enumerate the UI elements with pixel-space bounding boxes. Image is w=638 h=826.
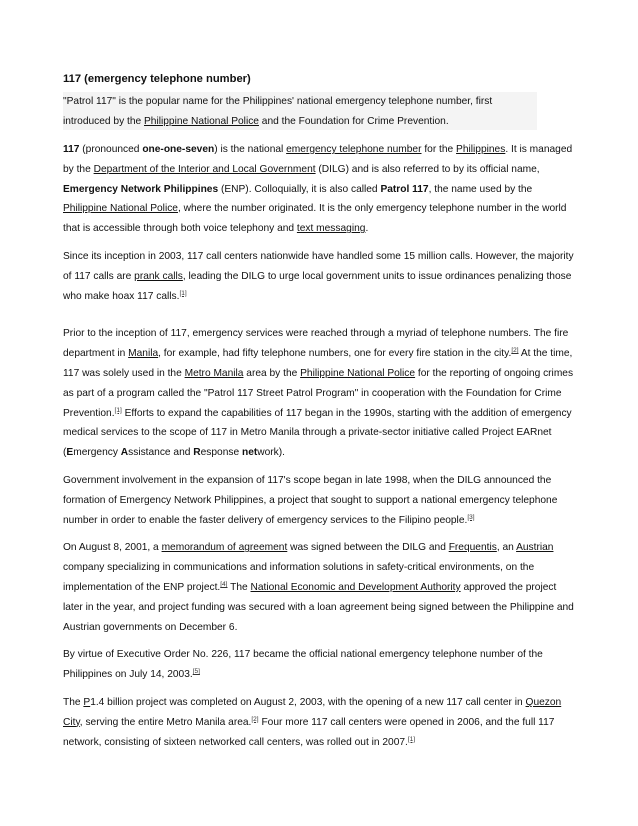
- paragraph-7: [63, 693, 575, 752]
- reference-link[interactable]: [2]: [511, 347, 519, 355]
- text: Efforts to expand the capabilities of 117 began in the 1990s, starting with the addition of emergency medical services to the scope of 117 in Metro Manila through a private-sector initiative called Project EARnet (: [63, 407, 572, 459]
- text: approved the project later in the year, and project funding was secured with a loan agreement being signed between the Philippine and Austrian governments on December 6.: [63, 581, 574, 633]
- text: Since its inception in 2003, 117 call centers nationwide have handled some 15 million calls. However, the majority of 117 calls are: [63, 250, 574, 282]
- reference-link[interactable]: [1]: [114, 406, 122, 414]
- page-title: 117 (emergency telephone number): [63, 73, 251, 85]
- link-philippine-national-police[interactable]: Philippine National Police: [63, 203, 178, 215]
- text: The: [227, 581, 251, 593]
- link-philippine-national-police[interactable]: Philippine National Police: [300, 367, 416, 379]
- text: , an: [496, 542, 517, 554]
- bold-text: 117: [63, 144, 80, 155]
- paragraph-5: [63, 538, 575, 637]
- text: 1.4 billion project was completed on August 2, 2003, with the opening of a new 117 call center in: [90, 696, 526, 708]
- text: work).: [257, 447, 285, 459]
- text: ) is the national: [214, 144, 287, 155]
- text: The: [63, 696, 84, 708]
- text: , serving the entire Metro Manila area.: [79, 716, 252, 728]
- link-frequentis[interactable]: Frequentis: [448, 542, 497, 554]
- text: for the: [421, 144, 457, 155]
- link-peso-sign[interactable]: P: [83, 696, 91, 708]
- text: was signed between the DILG and: [287, 542, 449, 554]
- link-philippine-national-police[interactable]: Philippine National Police: [144, 115, 259, 127]
- text: . It is managed by the: [63, 144, 573, 175]
- paragraph-3: [63, 324, 575, 463]
- bold-text: A: [120, 447, 129, 459]
- link-emergency-telephone-number[interactable]: emergency telephone number: [286, 144, 422, 155]
- text: area by the: [243, 367, 301, 379]
- reference-link[interactable]: [1]: [179, 289, 187, 297]
- link-philippines[interactable]: Philippines: [456, 144, 506, 155]
- text: , where the number originated. It is the only emergency telephone number in the world that is accessible through both voice telephony and: [63, 203, 567, 235]
- link-quezon-city[interactable]: Quezon City: [63, 696, 562, 728]
- text: (ENP). Colloquially, it is also called: [218, 183, 381, 195]
- text: At the time, 117 was solely used in the: [63, 348, 573, 379]
- bold-text: E: [66, 447, 74, 459]
- article-body: [63, 140, 575, 760]
- bold-text: R: [193, 447, 201, 459]
- bold-text: one-one-seven: [142, 144, 215, 155]
- text: Prior to the inception of 117, emergency services were reached through a myriad of telephone numbers. The fire department in: [63, 328, 569, 360]
- text: Government involvement in the expansion of 117's scope began in late 1998, when the DILG announced the formation of Emergency Network Philippines, a project that sought to support a national emergency telephone number in order to enable the faster delivery of emergency services to the Filipino people.: [63, 474, 558, 526]
- text: (DILG) and is also referred to by its official name,: [315, 163, 540, 175]
- text: On August 8, 2001, a: [63, 542, 162, 554]
- link-memorandum-of-agreement[interactable]: memorandum of agreement: [161, 542, 288, 554]
- link-text-messaging[interactable]: text messaging: [296, 223, 366, 235]
- link-metro-manila[interactable]: Metro Manila: [184, 367, 244, 379]
- text: ssistance and: [128, 447, 194, 459]
- text: Four more 117 call centers were opened in 2006, and the full 117 network, consisting of sixteen networked call centers, was rolled out in 2007.: [63, 716, 555, 748]
- text: By virtue of Executive Order No. 226, 117 became the official national emergency telephone number of the Philippines on July 14, 2003.: [63, 649, 543, 681]
- bold-text: Patrol 117: [380, 183, 429, 195]
- text: for the reporting of ongoing crimes as part of a program called the "Patrol 117 Street Patrol Program" in cooperation with the Foundation for Crime Prevention.: [63, 367, 574, 419]
- bold-text: net: [241, 447, 258, 459]
- text: esponse: [200, 447, 242, 459]
- bold-text: Emergency Network Philippines: [63, 183, 219, 195]
- paragraph-4: [63, 471, 575, 530]
- text: , the name used by the: [428, 183, 533, 195]
- text: (pronounced: [79, 144, 143, 155]
- text: "Patrol 117" is the popular name for the Philippines' national emergency telephone number, first introduced by the: [63, 96, 493, 127]
- lead-paragraph: [63, 92, 537, 132]
- reference-link[interactable]: [5]: [192, 668, 200, 676]
- text: , for example, had fifty telephone numbers, one for every fire station in the city.: [158, 348, 512, 360]
- text: mergency: [73, 447, 121, 459]
- link-manila[interactable]: Manila: [128, 348, 159, 360]
- text: company specializing in communications and information solutions in safety-critical environments, on the implementation of the ENP project.: [63, 562, 535, 593]
- link-dilg[interactable]: Department of the Interior and Local Government: [93, 163, 316, 175]
- text: .: [365, 223, 369, 235]
- text: and the Foundation for Crime Prevention.: [258, 115, 449, 127]
- paragraph-2: [63, 247, 575, 306]
- reference-link[interactable]: [2]: [251, 715, 259, 723]
- text: , leading the DILG to urge local government units to issue ordinances penalizing those who make hoax 117 calls.: [63, 270, 572, 302]
- link-prank-calls[interactable]: prank calls: [134, 270, 183, 282]
- reference-link[interactable]: [4]: [220, 580, 228, 588]
- link-neda[interactable]: National Economic and Development Authority: [250, 581, 461, 593]
- reference-link[interactable]: [3]: [467, 513, 475, 521]
- link-austrian[interactable]: Austrian: [516, 542, 554, 554]
- reference-link[interactable]: [1]: [407, 735, 416, 743]
- paragraph-6: [63, 645, 575, 685]
- paragraph-1: [63, 140, 575, 239]
